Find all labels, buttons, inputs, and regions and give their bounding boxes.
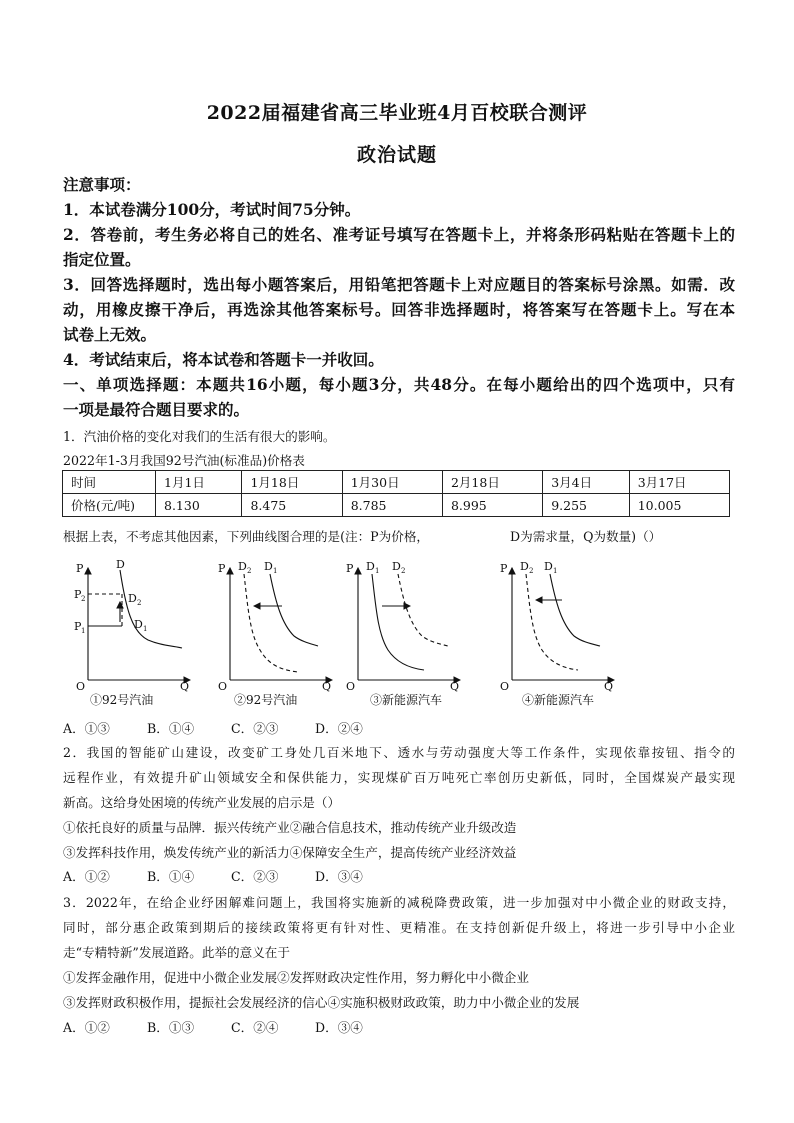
section-heading: 一、单项选择题：本题共16小题，每小题3分，共48分。在每小题给出的四个选项中，只有: [63, 375, 735, 394]
table-cell: 2月18日: [442, 471, 542, 494]
graph1-sub-2: 2: [137, 599, 142, 607]
q2-stem-2: 远程作业，有效提升矿山领域安全和保供能力，实现煤矿百万吨死亡率创历史新低，同时，全国煤炭产最实现: [63, 770, 735, 785]
graph4-label-d1: D: [544, 560, 553, 573]
q3-choices-1: ①发挥金融作用，促进中小微企业发展②发挥财政决定性作用，努力孵化中小微企业: [63, 970, 529, 985]
notice-heading: 注意事项：: [63, 175, 141, 194]
graph2-caption: ②92号汽油: [234, 693, 298, 707]
price-table: [62, 470, 730, 517]
table-cell: 1月18日: [242, 471, 342, 494]
notice-item-4: 4．考试结束后，将本试卷和答题卡一并收回。: [63, 350, 384, 369]
graph3-d2-curve: [398, 574, 448, 646]
graph1-label-d1: D: [134, 618, 143, 631]
q1-table-caption: 2022年1-3月我国92号汽油(标准品)价格表: [63, 453, 305, 468]
q1-prompt-cont: D为需求量，Q为数量)（）: [510, 529, 662, 544]
option-a[interactable]: A．①③: [63, 721, 110, 736]
q2-stem-3: 新高。这给身处困境的传统产业发展的启示是（）: [63, 795, 341, 810]
option-b[interactable]: B．①③: [147, 1020, 195, 1035]
q1-stem: 1．汽油价格的变化对我们的生活有很大的影响。: [63, 429, 336, 444]
graph1-caption: ①92号汽油: [90, 693, 154, 707]
option-d[interactable]: D．③④: [315, 869, 363, 884]
graph3-label-q: Q: [450, 680, 460, 693]
graph3-sub-1: 1: [375, 567, 380, 575]
graph2-label-d2: D: [238, 560, 247, 573]
graph2-d2-curve: [244, 574, 298, 672]
q1-prompt: 根据上表，不考虑其他因素，下列曲线图合理的是(注：P为价格，: [63, 529, 430, 544]
q2-choices-1: ①依托良好的质量与品牌．振兴传统产业②融合信息技术，推动传统产业升级改造: [63, 820, 517, 835]
q2-choices-2: ③发挥科技作用，焕发传统产业的新活力④保障安全生产，提高传统产业经济效益: [63, 845, 517, 860]
table-cell: 9.255: [543, 494, 629, 517]
graph1-label-p2: P: [74, 588, 82, 601]
option-c[interactable]: C．②③: [231, 869, 279, 884]
option-b[interactable]: B．①④: [147, 869, 195, 884]
notice-item-3: 3．回答选择题时，选出每小题答案后，用铅笔把答题卡上对应题目的答案标号涂黑。如需．改: [63, 275, 735, 294]
graph4-caption: ④新能源汽车: [522, 693, 595, 707]
graph1-sub-1: 1: [143, 625, 148, 633]
option-b[interactable]: B．①④: [147, 721, 195, 736]
option-d[interactable]: D．②④: [315, 721, 363, 736]
graph3-label-d2: D: [392, 560, 401, 573]
graph1-sub-p2: 2: [81, 595, 86, 603]
notice-item-1: 1．本试卷满分100分，考试时间75分钟。: [63, 200, 361, 219]
graph2-label-origin: O: [218, 680, 228, 693]
q3-options: [63, 1017, 735, 1036]
graph2-label-p: P: [218, 562, 226, 575]
graph2-sub-2: 2: [247, 567, 252, 575]
table-row: [63, 494, 730, 517]
notice-item-3-cont: 动，用橡皮擦干净后，再选涂其他答案标号。回答非选择题时，将答案写在答题卡上。写在本: [63, 300, 735, 319]
graph3-caption: ③新能源汽车: [370, 693, 443, 707]
graph4-d1-curve: [550, 574, 600, 646]
table-row: [63, 471, 730, 494]
graph1-label-origin: O: [76, 680, 86, 693]
notice-item-2-cont: 指定位置。: [63, 250, 141, 269]
graph4-label-d2: D: [520, 560, 529, 573]
q3-stem-3: 走“专精特新”发展道路。此举的意义在于: [63, 945, 290, 960]
table-cell: 8.995: [442, 494, 542, 517]
option-a[interactable]: A．①②: [63, 869, 110, 884]
option-c[interactable]: C．②③: [231, 721, 279, 736]
graph1-label-q: Q: [180, 680, 190, 693]
graph3-sub-2: 2: [401, 567, 406, 575]
q3-choices-2: ③发挥财政积极作用，提振社会发展经济的信心④实施积极财政政策，助力中小微企业的发展: [63, 995, 580, 1010]
graph1-label-p1: P: [74, 620, 82, 633]
table-cell: 1月1日: [156, 471, 242, 494]
option-c[interactable]: C．②④: [231, 1020, 279, 1035]
graph3-label-d1: D: [366, 560, 375, 573]
notice-item-3-end: 试卷上无效。: [63, 325, 157, 344]
graph1-label-p: P: [76, 562, 84, 575]
graph1-sub-p1: 1: [81, 627, 86, 635]
graph4-label-origin: O: [500, 680, 510, 693]
graph4-label-p: P: [500, 562, 508, 575]
exam-subject: 政治试题: [356, 144, 437, 166]
table-cell: 8.130: [156, 494, 242, 517]
graph4-sub-1: 1: [553, 567, 558, 575]
graph2-d1-curve: [270, 574, 318, 646]
graph2-sub-1: 1: [273, 567, 278, 575]
graph2-label-q: Q: [322, 680, 332, 693]
q3-stem-2: 同时，部分惠企政策到期后的接续政策将更有针对性、更精准。在支持创新促升级上，将进一步引导中小企业: [63, 920, 735, 935]
table-cell: 8.475: [242, 494, 342, 517]
curve-graphs: [62, 554, 662, 714]
graph1-demand-curve: [120, 570, 182, 648]
table-cell: 1月30日: [342, 471, 442, 494]
graph4-d2-curve: [526, 574, 578, 670]
table-cell: 3月17日: [629, 471, 729, 494]
q1-options: [63, 718, 735, 737]
q1-graphs: [62, 554, 662, 714]
q2-options: [63, 866, 735, 885]
graph3-label-p: P: [346, 562, 354, 575]
option-a[interactable]: A．①②: [63, 1020, 110, 1035]
q2-stem-1: 2．我国的智能矿山建设，改变矿工身处几百米地下、透水与劳动强度大等工作条件，实现依靠按钮、指令的: [63, 745, 735, 760]
graph4-sub-2: 2: [529, 567, 534, 575]
graph3-label-origin: O: [346, 680, 356, 693]
table-cell: 时间: [63, 471, 156, 494]
graph3-d1-curve: [372, 574, 424, 670]
table-cell: 10.005: [629, 494, 729, 517]
exam-title: 2022届福建省高三毕业班4月百校联合测评: [206, 102, 588, 124]
table-cell: 8.785: [342, 494, 442, 517]
q3-stem-1: 3．2022年，在给企业纾困解难问题上，我国将实施新的减税降费政策，进一步加强对中小微企业的财政支持，: [63, 895, 735, 910]
section-heading-cont: 一项是最符合题目要求的。: [63, 400, 250, 419]
option-d[interactable]: D．③④: [315, 1020, 363, 1035]
graph4-label-q: Q: [604, 680, 614, 693]
notice-item-2: 2．答卷前，考生务必将自己的姓名、准考证号填写在答题卡上，并将条形码粘贴在答题卡上的: [63, 225, 735, 244]
graph1-label-d2: D: [128, 592, 137, 605]
graph1-label-d: D: [116, 558, 125, 571]
graph2-label-d1: D: [264, 560, 273, 573]
table-cell: 价格(元/吨): [63, 494, 156, 517]
table-cell: 3月4日: [543, 471, 629, 494]
